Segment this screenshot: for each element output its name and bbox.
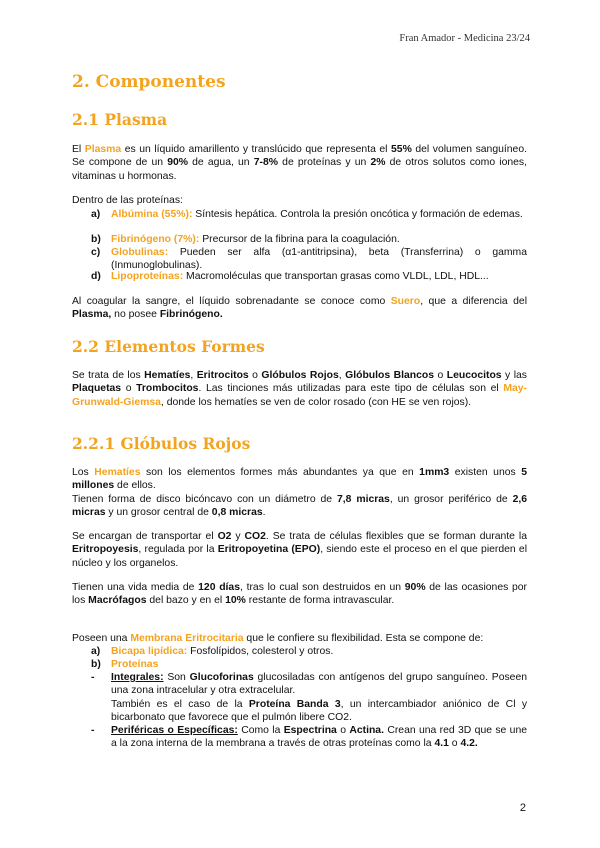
list-item: a) Bicapa lipídica: Fosfolípidos, colesterol y otros. [91,646,334,657]
list-item: b) Proteínas [91,659,159,670]
proteins-intro: Dentro de las proteínas: [72,195,183,206]
list-item: c) Globulinas: Pueden ser alfa (α1-antitripsina), beta (Transferrina) o gamma (Inmunoglobulinas). [91,247,527,272]
suero-paragraph: Al coagular la sangre, el líquido sobrenadante se conoce como Suero, que a diferencia del Plasma, no posee Fibrinógeno. [72,296,528,321]
heading-globulos-rojos: 2.2.1 Glóbulos Rojos [72,434,251,453]
heading-elementos-formes: 2.2 Elementos Formes [72,337,265,356]
list-item: b) Fibrinógeno (7%): Precursor de la fibrina para la coagulación. [91,234,400,245]
page-header: Fran Amador - Medicina 23/24 [399,33,530,44]
list-item: a) Albúmina (55%): Síntesis hepática. Controla la presión oncótica y formación de edemas. [91,209,523,220]
heading-componentes: 2. Componentes [72,72,226,92]
integrales-item: - Integrales: Son Glucoforinas glucosiladas con antígenos del grupo sanguíneo. Poseen una zona intracelular y otra extracelular. También es el caso de la Proteína Banda 3, un intercambiador aniónico de Cl y bicarbonato que favorece que el pulmón libere CO2. [91,672,528,724]
page-number: 2 [519,802,526,814]
list-item: d) Lipoproteínas: Macromoléculas que transportan grasas como VLDL, LDL, HDL... [91,271,489,282]
globulos-paragraph-1: Los Hematíes son los elementos formes más abundantes ya que en 1mm3 existen unos 5 millones de ellos. Tienen forma de disco bicóncavo con un diámetro de 7,8 micras, un grosor periférico de 2,6 micras y un grosor central de 0,8 micras. [72,467,528,519]
membrana-paragraph: Poseen una Membrana Eritrocitaria que le confiere su flexibilidad. Esta se compone de: [72,633,484,644]
elementos-paragraph: Se trata de los Hematíes, Eritrocitos o Glóbulos Rojos, Glóbulos Blancos o Leucocitos y las Plaquetas o Trombocitos. Las tinciones más utilizadas para este tipo de células son el May-Grunwald-Giemsa, donde los hematíes se ven de color rosado (con HE se ven rojos). [72,370,527,408]
heading-plasma: 2.1 Plasma [72,110,168,129]
perifericas-item: - Periféricas o Específicas: Como la Espectrina o Actina. Crean una red 3D que se une a la zona interna de la membrana a través de otras proteínas como la 4.1 o 4.2. [91,725,528,750]
globulos-paragraph-2: Se encargan de transportar el O2 y CO2. Se trata de células flexibles que se forman durante la Eritropoyesis, regulada por la Eritropoyetina (EPO), siendo este el proceso en el que pierden el núcleo y los organelos. [72,531,527,569]
plasma-paragraph: El Plasma es un líquido amarillento y translúcido que representa el 55% del volumen sanguíneo. Se compone de un 90% de agua, un 7-8% de proteínas y un 2% de otros solutos como iones, vitaminas u hormonas. [72,144,527,182]
globulos-paragraph-3: Tienen una vida media de 120 días, tras lo cual son destruidos en un 90% de las ocasiones por los Macrófagos del bazo y en el 10% restante de forma intravascular. [72,582,528,607]
